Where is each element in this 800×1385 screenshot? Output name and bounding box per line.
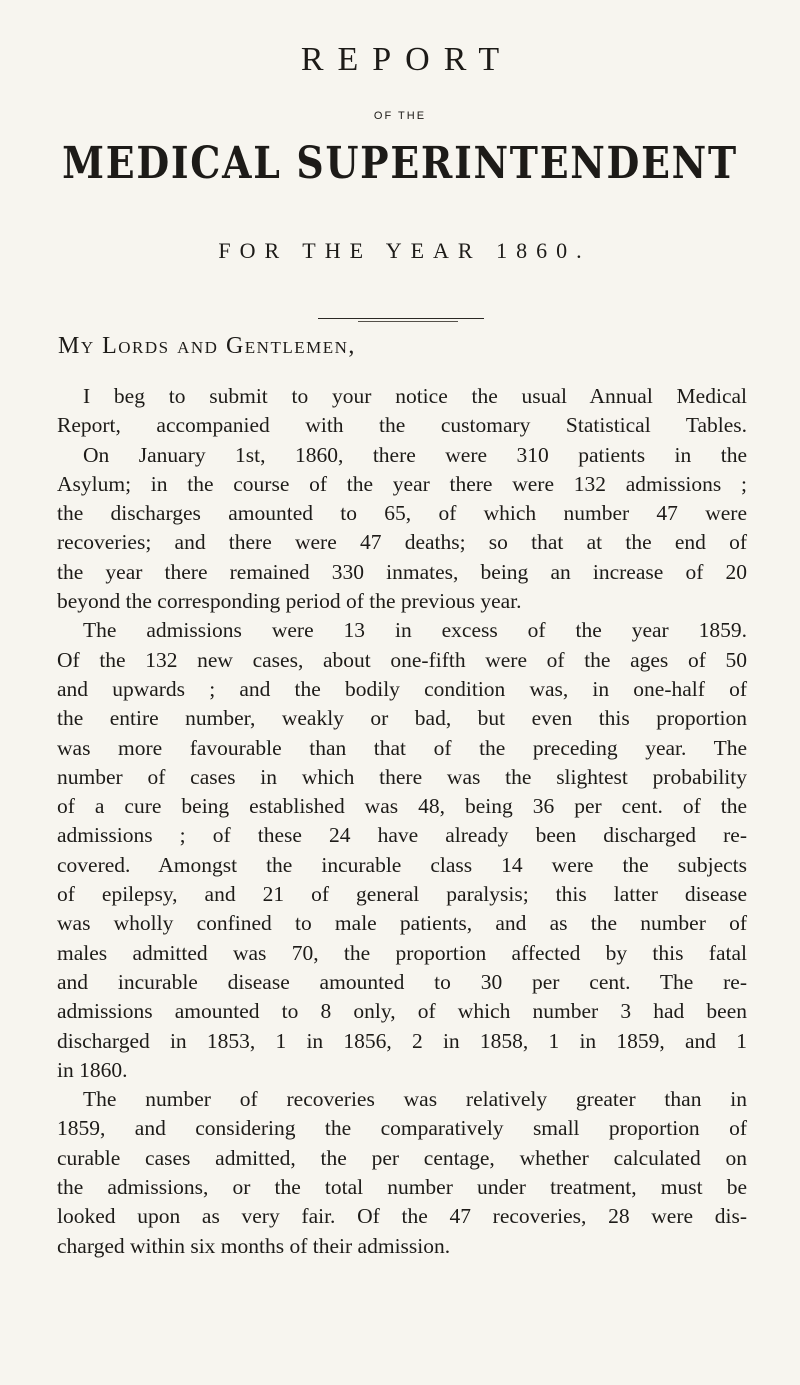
body-line: admissions amounted to 8 only, of which number 3 had been [57, 999, 747, 1024]
body-line: The admissions were 13 in excess of the year 1859. [83, 618, 747, 643]
salutation: My Lords and Gentlemen, [58, 333, 356, 359]
decorative-rule [318, 318, 484, 319]
body-line: the admissions, or the total number under treatment, must be [57, 1175, 747, 1200]
body-line: curable cases admitted, the per centage, whether calculated on [57, 1145, 747, 1170]
body-line: On January 1st, 1860, there were 310 patients in the [83, 442, 747, 467]
body-line: charged within six months of their admission. [57, 1233, 451, 1258]
body-line: looked upon as very fair. Of the 47 recoveries, 28 were dis- [57, 1204, 747, 1229]
body-line: was more favourable than that of the preceding year. The [57, 735, 747, 760]
body-line: in 1860. [57, 1057, 128, 1082]
report-body [57, 382, 747, 1261]
body-line: number of cases in which there was the slightest probability [57, 764, 747, 789]
body-line: Of the 132 new cases, about one-fifth were of the ages of 50 [57, 647, 747, 672]
body-line: and incurable disease amounted to 30 per cent. The re- [57, 969, 747, 994]
body-line: of epilepsy, and 21 of general paralysis; this latter disease [57, 882, 747, 907]
body-line: I beg to submit to your notice the usual Annual Medical [83, 384, 747, 408]
body-line: admissions ; of these 24 have already been discharged re- [57, 823, 747, 848]
body-line: beyond the corresponding period of the previous year. [57, 589, 522, 614]
main-title: MEDICAL SUPERINTENDENT [62, 138, 738, 189]
body-line: covered. Amongst the incurable class 14 were the subjects [57, 852, 747, 877]
body-line: was wholly confined to male patients, and as the number of [57, 911, 747, 936]
body-line: Report, accompanied with the customary Statistical Tables. [57, 413, 747, 438]
body-line: and upwards ; and the bodily condition was, in one-half of [57, 676, 747, 701]
body-line: males admitted was 70, the proportion affected by this fatal [57, 940, 747, 965]
body-line: the entire number, weakly or bad, but even this proportion [57, 706, 747, 731]
year-subtitle: FOR THE YEAR 1860. [218, 238, 591, 263]
body-line: the year there remained 330 inmates, being an increase of 20 [57, 559, 747, 584]
body-line: The number of recoveries was relatively greater than in [83, 1087, 747, 1112]
body-line: of a cure being established was 48, being 36 per cent. of the [57, 794, 747, 819]
of-the-subheading: OF THE [373, 110, 427, 122]
body-line: recoveries; and there were 47 deaths; so that at the end of [57, 530, 747, 555]
body-line: 1859, and considering the comparatively small proportion of [57, 1116, 747, 1141]
body-line: Asylum; in the course of the year there were 132 admissions ; [57, 471, 747, 496]
body-line: the discharges amounted to 65, of which number 47 were [57, 501, 747, 526]
body-line: discharged in 1853, 1 in 1856, 2 in 1858, 1 in 1859, and 1 [57, 1028, 747, 1053]
report-heading: REPORT [300, 41, 514, 78]
